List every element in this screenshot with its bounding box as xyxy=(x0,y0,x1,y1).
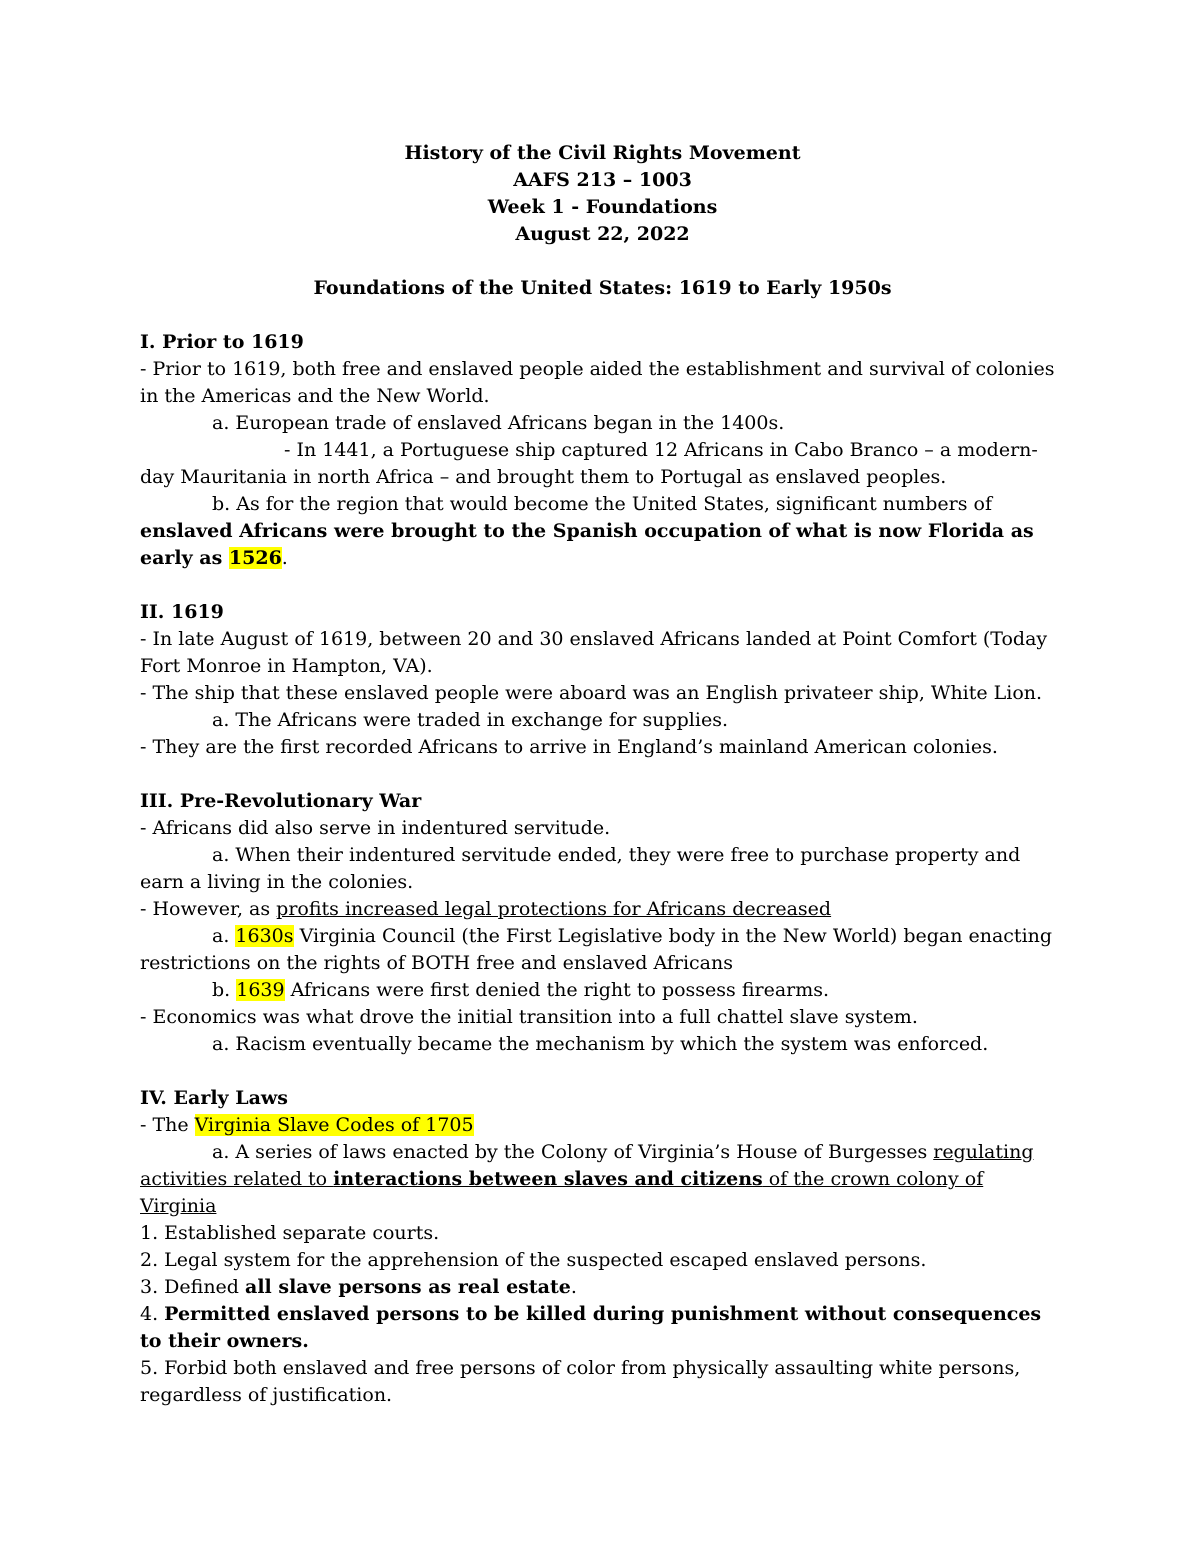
bold-text: all slave persons as real estate xyxy=(245,1276,571,1298)
course-code: AAFS 213 – 1003 xyxy=(513,169,692,191)
highlighted-year: 1630s xyxy=(235,925,294,947)
course-title: History of the Civil Rights Movement xyxy=(404,142,801,164)
text: - However, as xyxy=(140,898,277,920)
section-title: III. Pre-Revolutionary War xyxy=(140,790,422,812)
highlighted-year: 1639 xyxy=(236,979,285,1001)
paragraph xyxy=(140,923,1065,977)
document-page xyxy=(140,140,1065,1409)
paragraph: - Africans did also serve in indentured servitude. xyxy=(140,817,611,839)
text: a. A series of laws enacted by the Colony of Virginia’s House of Burgesses xyxy=(212,1141,934,1163)
lecture-date: August 22, 2022 xyxy=(515,223,690,245)
week-label: Week 1 - Foundations xyxy=(487,196,718,218)
paragraph: b. As for the region that would become the United States, significant numbers of xyxy=(212,493,993,515)
paragraph: - In late August of 1619, between 20 and 30 enslaved Africans landed at Point Comfort (Today Fort Monroe in Hampton, VA). xyxy=(140,628,1048,677)
paragraph: - In 1441, a Portuguese ship captured 12 Africans in Cabo Branco – a modern-day Mauritania in north Africa – and brought them to Portugal as enslaved peoples. xyxy=(140,439,1038,488)
underlined-text: of the crown colony of Virginia xyxy=(140,1168,984,1217)
bold-text: enslaved Africans were brought to the Spanish occupation of what is now Florida as early as xyxy=(140,520,1034,569)
document-header xyxy=(140,140,1065,248)
paragraph: - The ship that these enslaved people were aboard was an English privateer ship, White Lion. xyxy=(140,682,1043,704)
underlined-text: regulating activities related to xyxy=(140,1141,1034,1190)
section-title: II. 1619 xyxy=(140,601,224,623)
document-subtitle: Foundations of the United States: 1619 to Early 1950s xyxy=(313,277,892,299)
highlighted-text: Virginia Slave Codes of 1705 xyxy=(194,1114,474,1136)
list-item xyxy=(140,1301,1065,1355)
section-early-laws xyxy=(140,1085,1065,1409)
paragraph xyxy=(140,1139,1065,1220)
text: 3. Defined xyxy=(140,1276,246,1298)
text: b. xyxy=(212,979,237,1001)
list-item: 5. Forbid both enslaved and free persons of color from physically assaulting white persons, regardless of justification. xyxy=(140,1357,1021,1406)
text: a. xyxy=(212,925,236,947)
section-1619 xyxy=(140,599,1065,761)
list-item: 1. Established separate courts. xyxy=(140,1222,440,1244)
bold-text: Permitted enslaved persons to be killed during punishment without consequences to their owners. xyxy=(140,1303,1042,1352)
section-title: I. Prior to 1619 xyxy=(140,331,304,353)
text: - The xyxy=(140,1114,195,1136)
paragraph: a. When their indentured servitude ended, they were free to purchase property and earn a living in the colonies. xyxy=(140,844,1021,893)
paragraph: - Economics was what drove the initial transition into a full chattel slave system. xyxy=(140,1006,918,1028)
paragraph: a. European trade of enslaved Africans began in the 1400s. xyxy=(212,412,785,434)
underlined-text: profits increased legal protections for Africans decreased xyxy=(276,898,832,920)
paragraph: - Prior to 1619, both free and enslaved people aided the establishment and survival of colonies in the Americas and the New World. xyxy=(140,358,1055,407)
list-item xyxy=(140,1274,1065,1301)
paragraph xyxy=(140,977,1065,1004)
paragraph xyxy=(140,518,1065,572)
highlighted-year: 1526 xyxy=(228,547,282,569)
underlined-bold-text: interactions between slaves and citizens xyxy=(333,1168,763,1190)
paragraph xyxy=(140,1112,1065,1139)
text: Virginia Council (the First Legislative body in the New World) began enacting restrictions on the rights of BOTH free and enslaved Africans xyxy=(140,925,1053,974)
text: Africans were first denied the right to possess firearms. xyxy=(284,979,830,1001)
text: . xyxy=(281,547,288,569)
paragraph: - They are the first recorded Africans to arrive in England’s mainland American colonies. xyxy=(140,736,998,758)
paragraph: a. The Africans were traded in exchange for supplies. xyxy=(212,709,728,731)
text: . xyxy=(570,1276,577,1298)
paragraph: a. Racism eventually became the mechanism by which the system was enforced. xyxy=(212,1033,989,1055)
section-pre-revolutionary-war xyxy=(140,788,1065,1058)
paragraph xyxy=(140,896,1065,923)
list-item: 2. Legal system for the apprehension of the suspected escaped enslaved persons. xyxy=(140,1249,927,1271)
section-prior-1619 xyxy=(140,329,1065,572)
section-title: IV. Early Laws xyxy=(140,1087,288,1109)
text: 4. xyxy=(140,1303,165,1325)
